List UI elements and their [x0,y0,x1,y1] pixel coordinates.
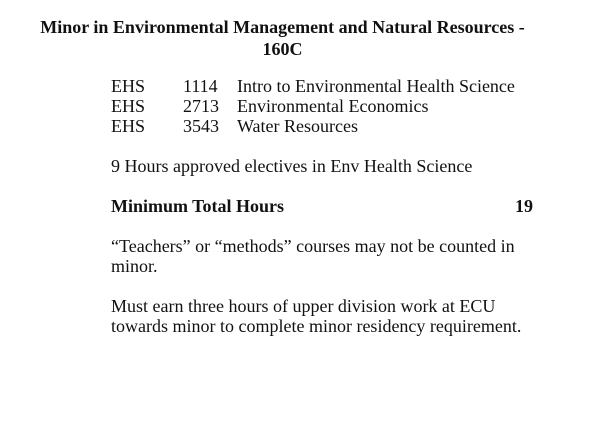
electives-text: 9 Hours approved electives in Env Health Science [111,156,473,176]
note-line: Must earn three hours of upper division work at ECU [111,296,496,316]
note-line: towards minor to complete minor residency requirement. [111,316,522,336]
course-number: 2713 [183,96,219,116]
page-title [20,16,545,60]
course-row [111,76,541,96]
course-number: 1114 [183,76,218,96]
title-line-1: Minor in Environmental Management and Natural Resources - [40,17,525,37]
note-teachers-methods [111,236,541,276]
total-hours-value: 19 [515,196,533,216]
note-line: minor. [111,256,158,276]
total-hours-row [111,196,533,216]
title-line-2: 160C [262,39,303,59]
course-row [111,116,541,136]
course-list [111,76,541,136]
course-title: Water Resources [237,116,358,136]
course-prefix: EHS [111,96,146,116]
course-title: Environmental Economics [237,96,429,116]
note-residency [111,296,541,336]
course-row [111,96,541,116]
course-number: 3543 [183,116,219,136]
course-prefix: EHS [111,116,146,136]
total-hours-label: Minimum Total Hours [111,196,285,216]
note-line: “Teachers” or “methods” courses may not be counted in [111,236,515,256]
minor-requirements [111,76,541,336]
course-prefix: EHS [111,76,146,96]
course-title: Intro to Environmental Health Science [237,76,515,96]
